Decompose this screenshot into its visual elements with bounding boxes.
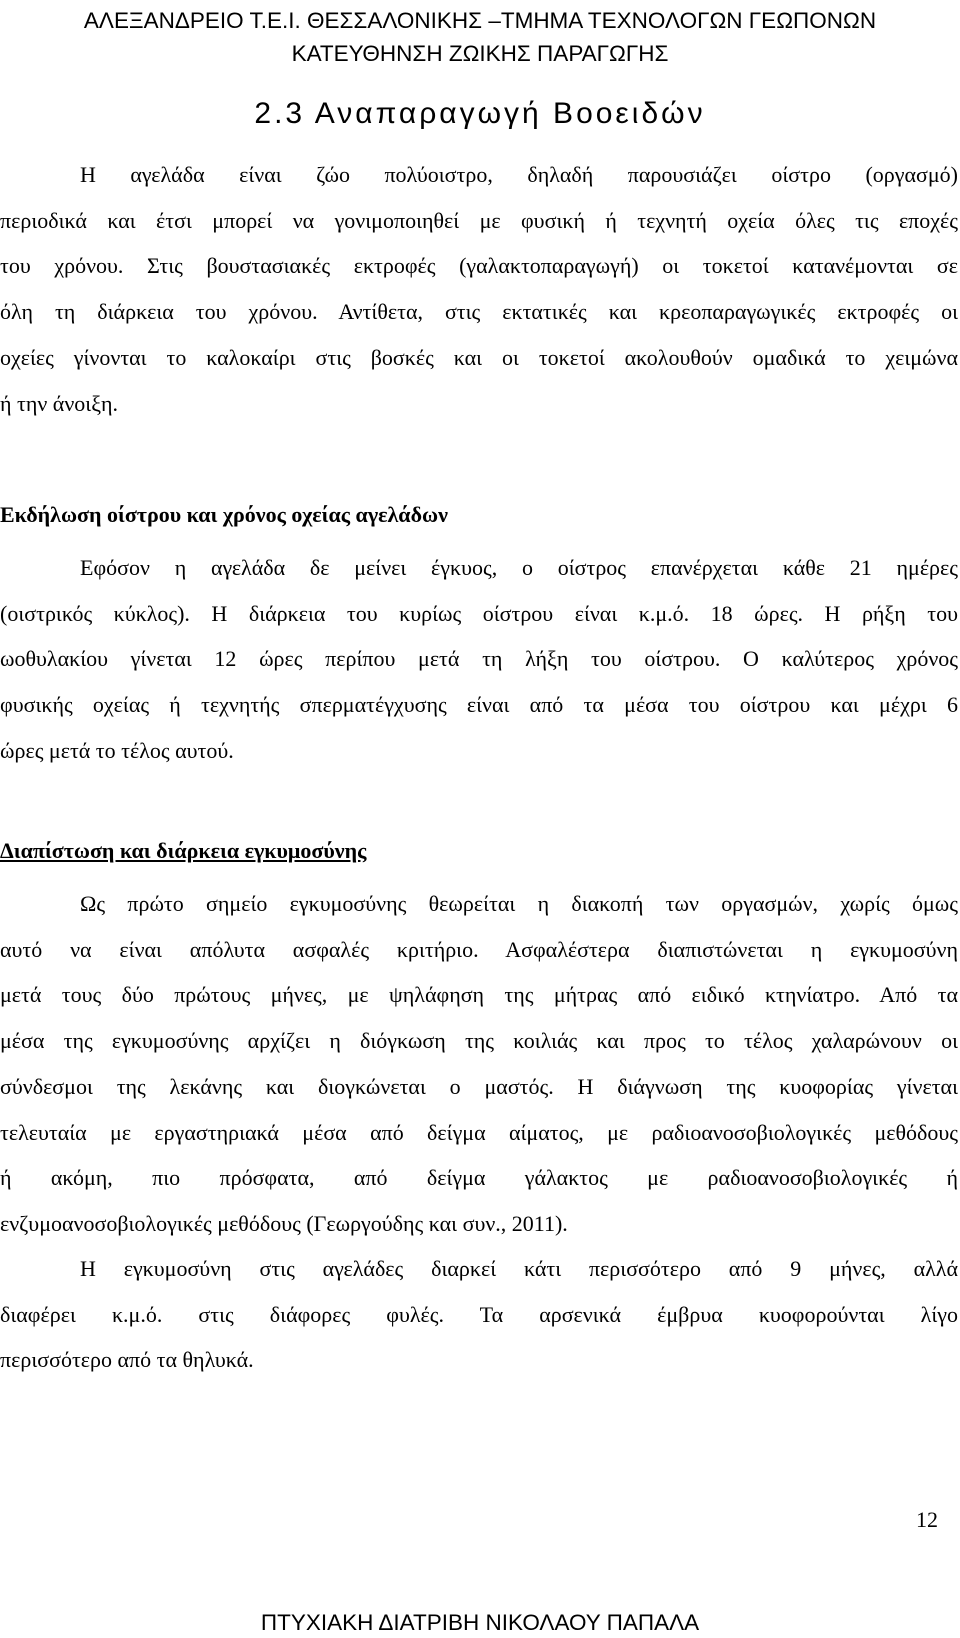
estrus-heading: Εκδήλωση οίστρου και χρόνος οχείας αγελάδων xyxy=(0,502,448,527)
text-line: ενζυμοανοσοβιολογικές μεθόδους (Γεωργούδης και συν., 2011). xyxy=(0,1210,568,1236)
text-line: Ως πρώτο σημείο εγκυμοσύνης θεωρείται η διακοπή των οργασμών, χωρίς όμως xyxy=(80,891,958,916)
text-line: ώρες μετά το τέλος αυτού. xyxy=(0,737,234,763)
text-line: (οιστρικός κύκλος). Η διάρκεια του κυρίως οίστρου είναι κ.μ.ό. 18 ώρες. Η ρήξη του xyxy=(0,600,958,626)
text-line: οχείες γίνονται το καλοκαίρι στις βοσκές και οι τοκετοί ακολουθούν ομαδικά το χειμώνα xyxy=(0,344,958,370)
header-institution: ΑΛΕΞΑΝΔΡΕΙΟ Τ.Ε.Ι. ΘΕΣΣΑΛΟΝΙΚΗΣ –ΤΜΗΜΑ ΤΕΧΝΟΛΟΓΩΝ ΓΕΩΠΟΝΩΝ xyxy=(83,8,877,33)
document-footer: ΠΤΥΧΙΑΚΗ ΔΙΑΤΡΙΒΗ ΝΙΚΟΛΑΟΥ ΠΑΠΑΛΑ xyxy=(260,1610,700,1635)
page-number: 12 xyxy=(916,1507,938,1532)
text-line: τελευταία με εργαστηριακά μέσα από δείγμα αίματος, με ραδιοανοσοβιολογικές μεθόδους xyxy=(0,1119,958,1145)
text-line: περιοδικά και έτσι μπορεί να γονιμοποιηθεί με φυσική ή τεχνητή οχεία όλες τις εποχές xyxy=(0,207,958,233)
text-line: σύνδεσμοι της λεκάνης και διογκώνεται ο μαστός. Η διάγνωση της κυοφορίας γίνεται xyxy=(0,1073,958,1099)
section-title: 2.3 Αναπαραγωγή Βοοειδών xyxy=(254,97,706,130)
text-line: ή ακόμη, πιο πρόσφατα, από δείγμα γάλακτος με ραδιοανοσοβιολογικές ή xyxy=(0,1165,958,1191)
text-line: ή την άνοιξη. xyxy=(0,390,119,416)
text-line: ωοθυλακίου γίνεται 12 ώρες περίπου μετά τη λήξη του οίστρου. Ο καλύτερος χρόνος xyxy=(0,646,958,672)
header-department: ΚΑΤΕΥΘΗΝΣΗ ΖΩΙΚΗΣ ΠΑΡΑΓΩΓΗΣ xyxy=(291,41,669,66)
pregnancy-paragraph xyxy=(0,881,958,1247)
text-line: Εφόσον η αγελάδα δε μείνει έγκυος, ο οίστρος επανέρχεται κάθε 21 ημέρες xyxy=(80,555,958,580)
text-line: περισσότερο από τα θηλυκά. xyxy=(0,1347,254,1373)
text-line: διαφέρει κ.μ.ό. στις διάφορες φυλές. Τα αρσενικά έμβρυα κυοφορούνται λίγο xyxy=(0,1301,958,1327)
intro-paragraph xyxy=(0,152,958,426)
text-line: Η εγκυμοσύνη στις αγελάδες διαρκεί κάτι περισσότερο από 9 μήνες, αλλά xyxy=(80,1256,958,1281)
duration-paragraph xyxy=(0,1246,958,1383)
document-header xyxy=(0,4,960,70)
text-line: Η αγελάδα είναι ζώο πολύοιστρο, δηλαδή παρουσιάζει οίστρο (οργασμό) xyxy=(80,162,958,187)
text-line: του χρόνου. Στις βουστασιακές εκτροφές (γαλακτοπαραγωγή) οι τοκετοί κατανέμονται σε xyxy=(0,253,958,279)
estrus-paragraph xyxy=(0,545,958,774)
text-line: μετά τους δύο πρώτους μήνες, με ψηλάφηση της μήτρας από ειδικό κτηνίατρο. Από τα xyxy=(0,982,958,1008)
text-line: αυτό να είναι απόλυτα ασφαλές κριτήριο. Ασφαλέστερα διαπιστώνεται η εγκυμοσύνη xyxy=(0,936,958,962)
text-line: όλη τη διάρκεια του χρόνου. Αντίθετα, στις εκτατικές και κρεοπαραγωγικές εκτροφές οι xyxy=(0,299,958,325)
pregnancy-heading: Διαπίστωση και διάρκεια εγκυμοσύνης xyxy=(0,838,367,863)
text-line: μέσα της εγκυμοσύνης αρχίζει η διόγκωση της κοιλιάς και προς το τέλος χαλαρώνουν οι xyxy=(0,1028,958,1054)
text-line: φυσικής οχείας ή τεχνητής σπερματέγχυσης είναι από τα μέσα του οίστρου και μέχρι 6 xyxy=(0,692,958,718)
